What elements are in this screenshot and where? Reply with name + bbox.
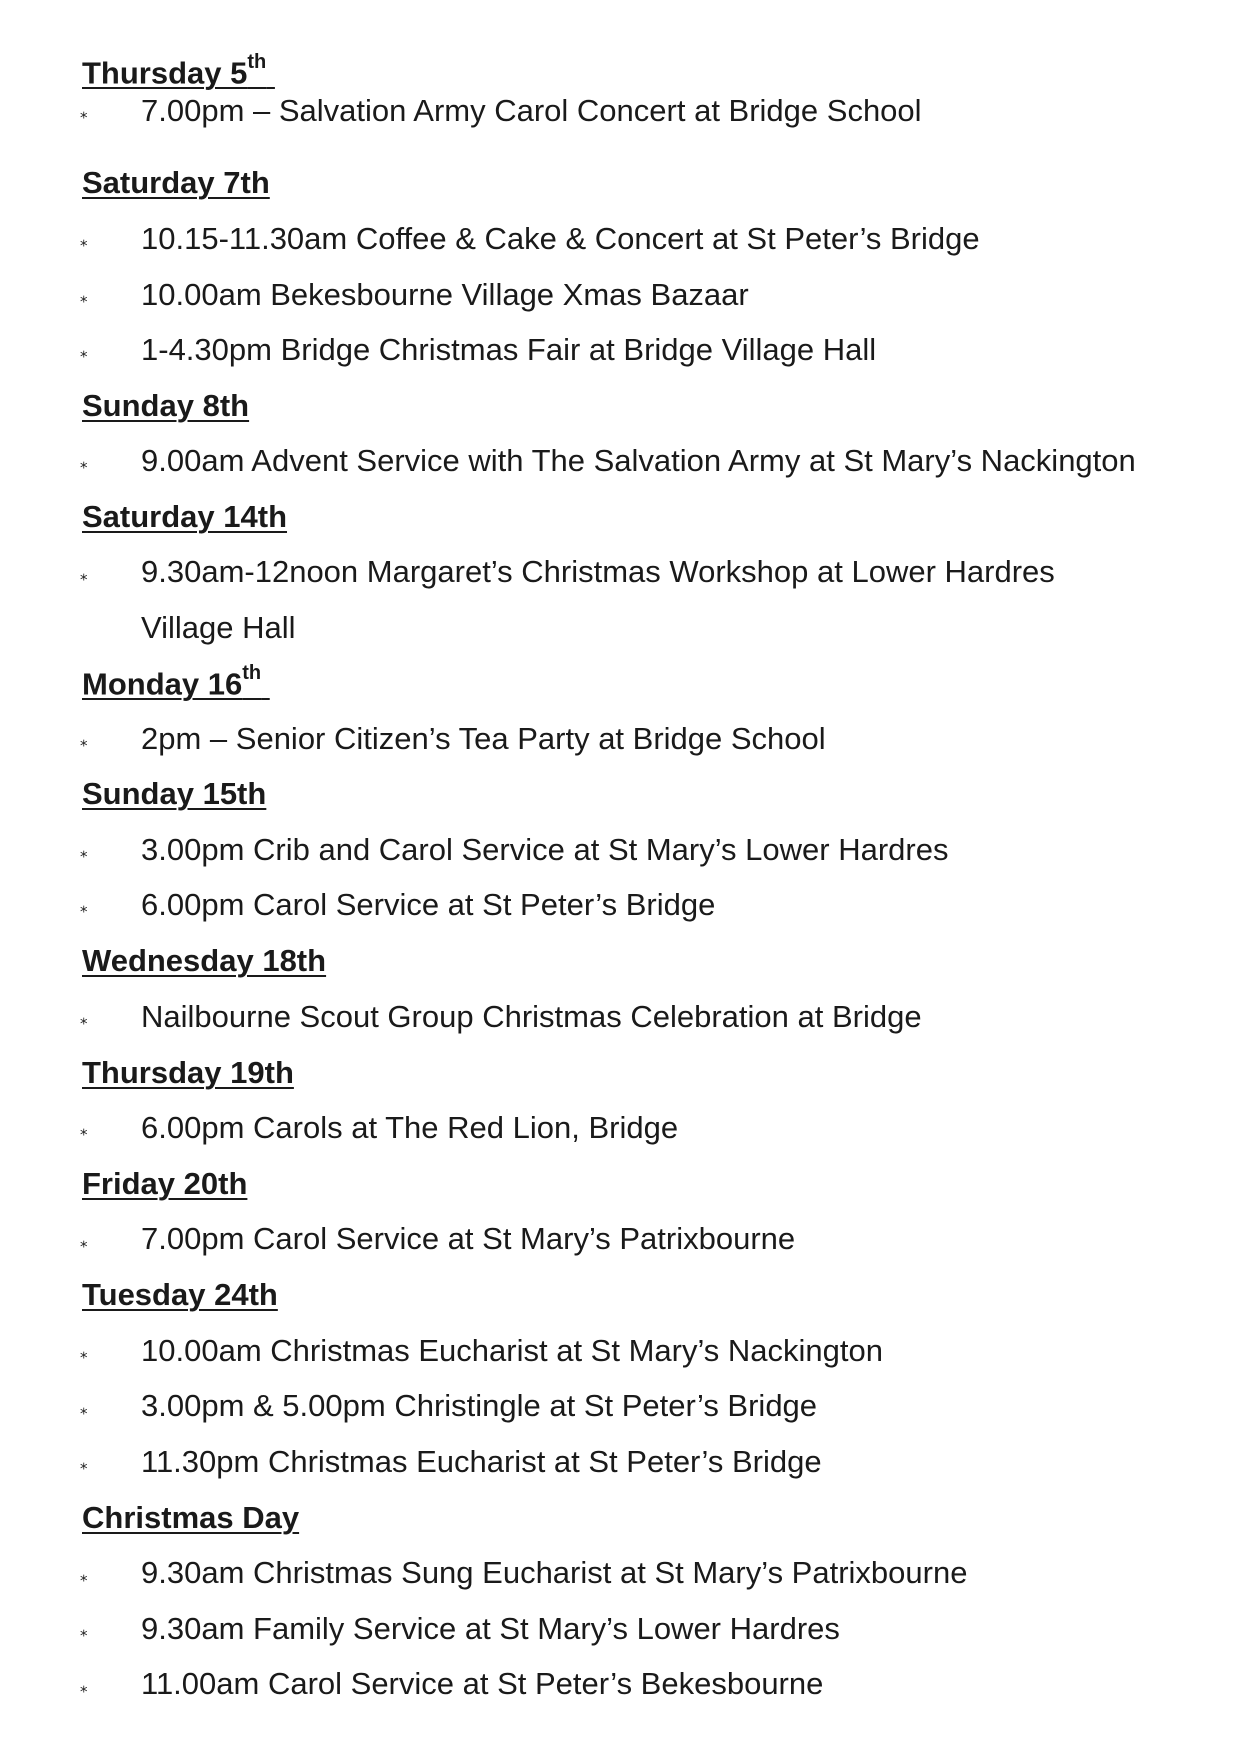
bullet-icon: ⁎ [80,1623,88,1640]
event-item: 2pm – Senior Citizen’s Tea Party at Bridge School [141,721,826,756]
event-item: 3.00pm Crib and Carol Service at St Mary’s Lower Hardres [141,832,949,867]
event-item: 9.30am-12noon Margaret’s Christmas Workshop at Lower Hardres [141,554,1055,589]
day-heading: Christmas Day [82,1500,300,1535]
event-item: 6.00pm Carol Service at St Peter’s Bridge [141,887,716,922]
day-heading: Sunday 8th [82,388,250,423]
event-item: Nailbourne Scout Group Christmas Celebration at Bridge [141,999,922,1034]
bullet-icon: ⁎ [80,567,88,584]
bullet-icon: ⁎ [80,1011,88,1028]
event-item: 7.00pm – Salvation Army Carol Concert at Bridge School [141,93,922,128]
event-item: 3.00pm & 5.00pm Christingle at St Peter’s Bridge [141,1388,818,1423]
event-item: 10.00am Christmas Eucharist at St Mary’s Nackington [141,1333,884,1368]
day-heading: Friday 20th [82,1166,248,1201]
day-heading: Monday 16th [82,662,262,702]
bullet-icon: ⁎ [80,344,88,361]
event-item-continued: Village Hall [141,610,296,645]
bullet-icon: ⁎ [80,1234,88,1251]
bullet-icon: ⁎ [80,1345,88,1362]
bullet-icon: ⁎ [80,455,88,472]
day-heading: Sunday 15th [82,776,267,811]
event-item: 9.00am Advent Service with The Salvation Army at St Mary’s Nackington [141,443,1136,478]
event-item: 9.30am Christmas Sung Eucharist at St Mary’s Patrixbourne [141,1555,968,1590]
bullet-icon: ⁎ [80,899,88,916]
bullet-icon: ⁎ [80,1456,88,1473]
bullet-icon: ⁎ [80,105,88,122]
day-heading: Saturday 7th [82,165,270,200]
event-item: 10.15-11.30am Coffee & Cake & Concert at St Peter’s Bridge [141,221,980,256]
day-heading: Tuesday 24th [82,1277,278,1312]
event-item: 11.00am Carol Service at St Peter’s Bekesbourne [141,1666,824,1701]
event-item: 11.30pm Christmas Eucharist at St Peter’s Bridge [141,1444,822,1479]
event-item: 7.00pm Carol Service at St Mary’s Patrixbourne [141,1221,796,1256]
day-heading: Saturday 14th [82,499,288,534]
bullet-icon: ⁎ [80,733,88,750]
bullet-icon: ⁎ [80,1122,88,1139]
event-item: 1-4.30pm Bridge Christmas Fair at Bridge Village Hall [141,332,877,367]
event-item: 6.00pm Carols at The Red Lion, Bridge [141,1110,679,1145]
bullet-icon: ⁎ [80,233,88,250]
event-item: 9.30am Family Service at St Mary’s Lower Hardres [141,1611,840,1646]
bullet-icon: ⁎ [80,1568,88,1585]
day-heading: Wednesday 18th [82,943,327,978]
event-item: 10.00am Bekesbourne Village Xmas Bazaar [141,277,749,312]
bullet-icon: ⁎ [80,1679,88,1696]
day-heading: Thursday 5th [82,51,267,91]
bullet-icon: ⁎ [80,844,88,861]
bullet-icon: ⁎ [80,289,88,306]
bullet-icon: ⁎ [80,1401,88,1418]
day-heading: Thursday 19th [82,1055,294,1090]
